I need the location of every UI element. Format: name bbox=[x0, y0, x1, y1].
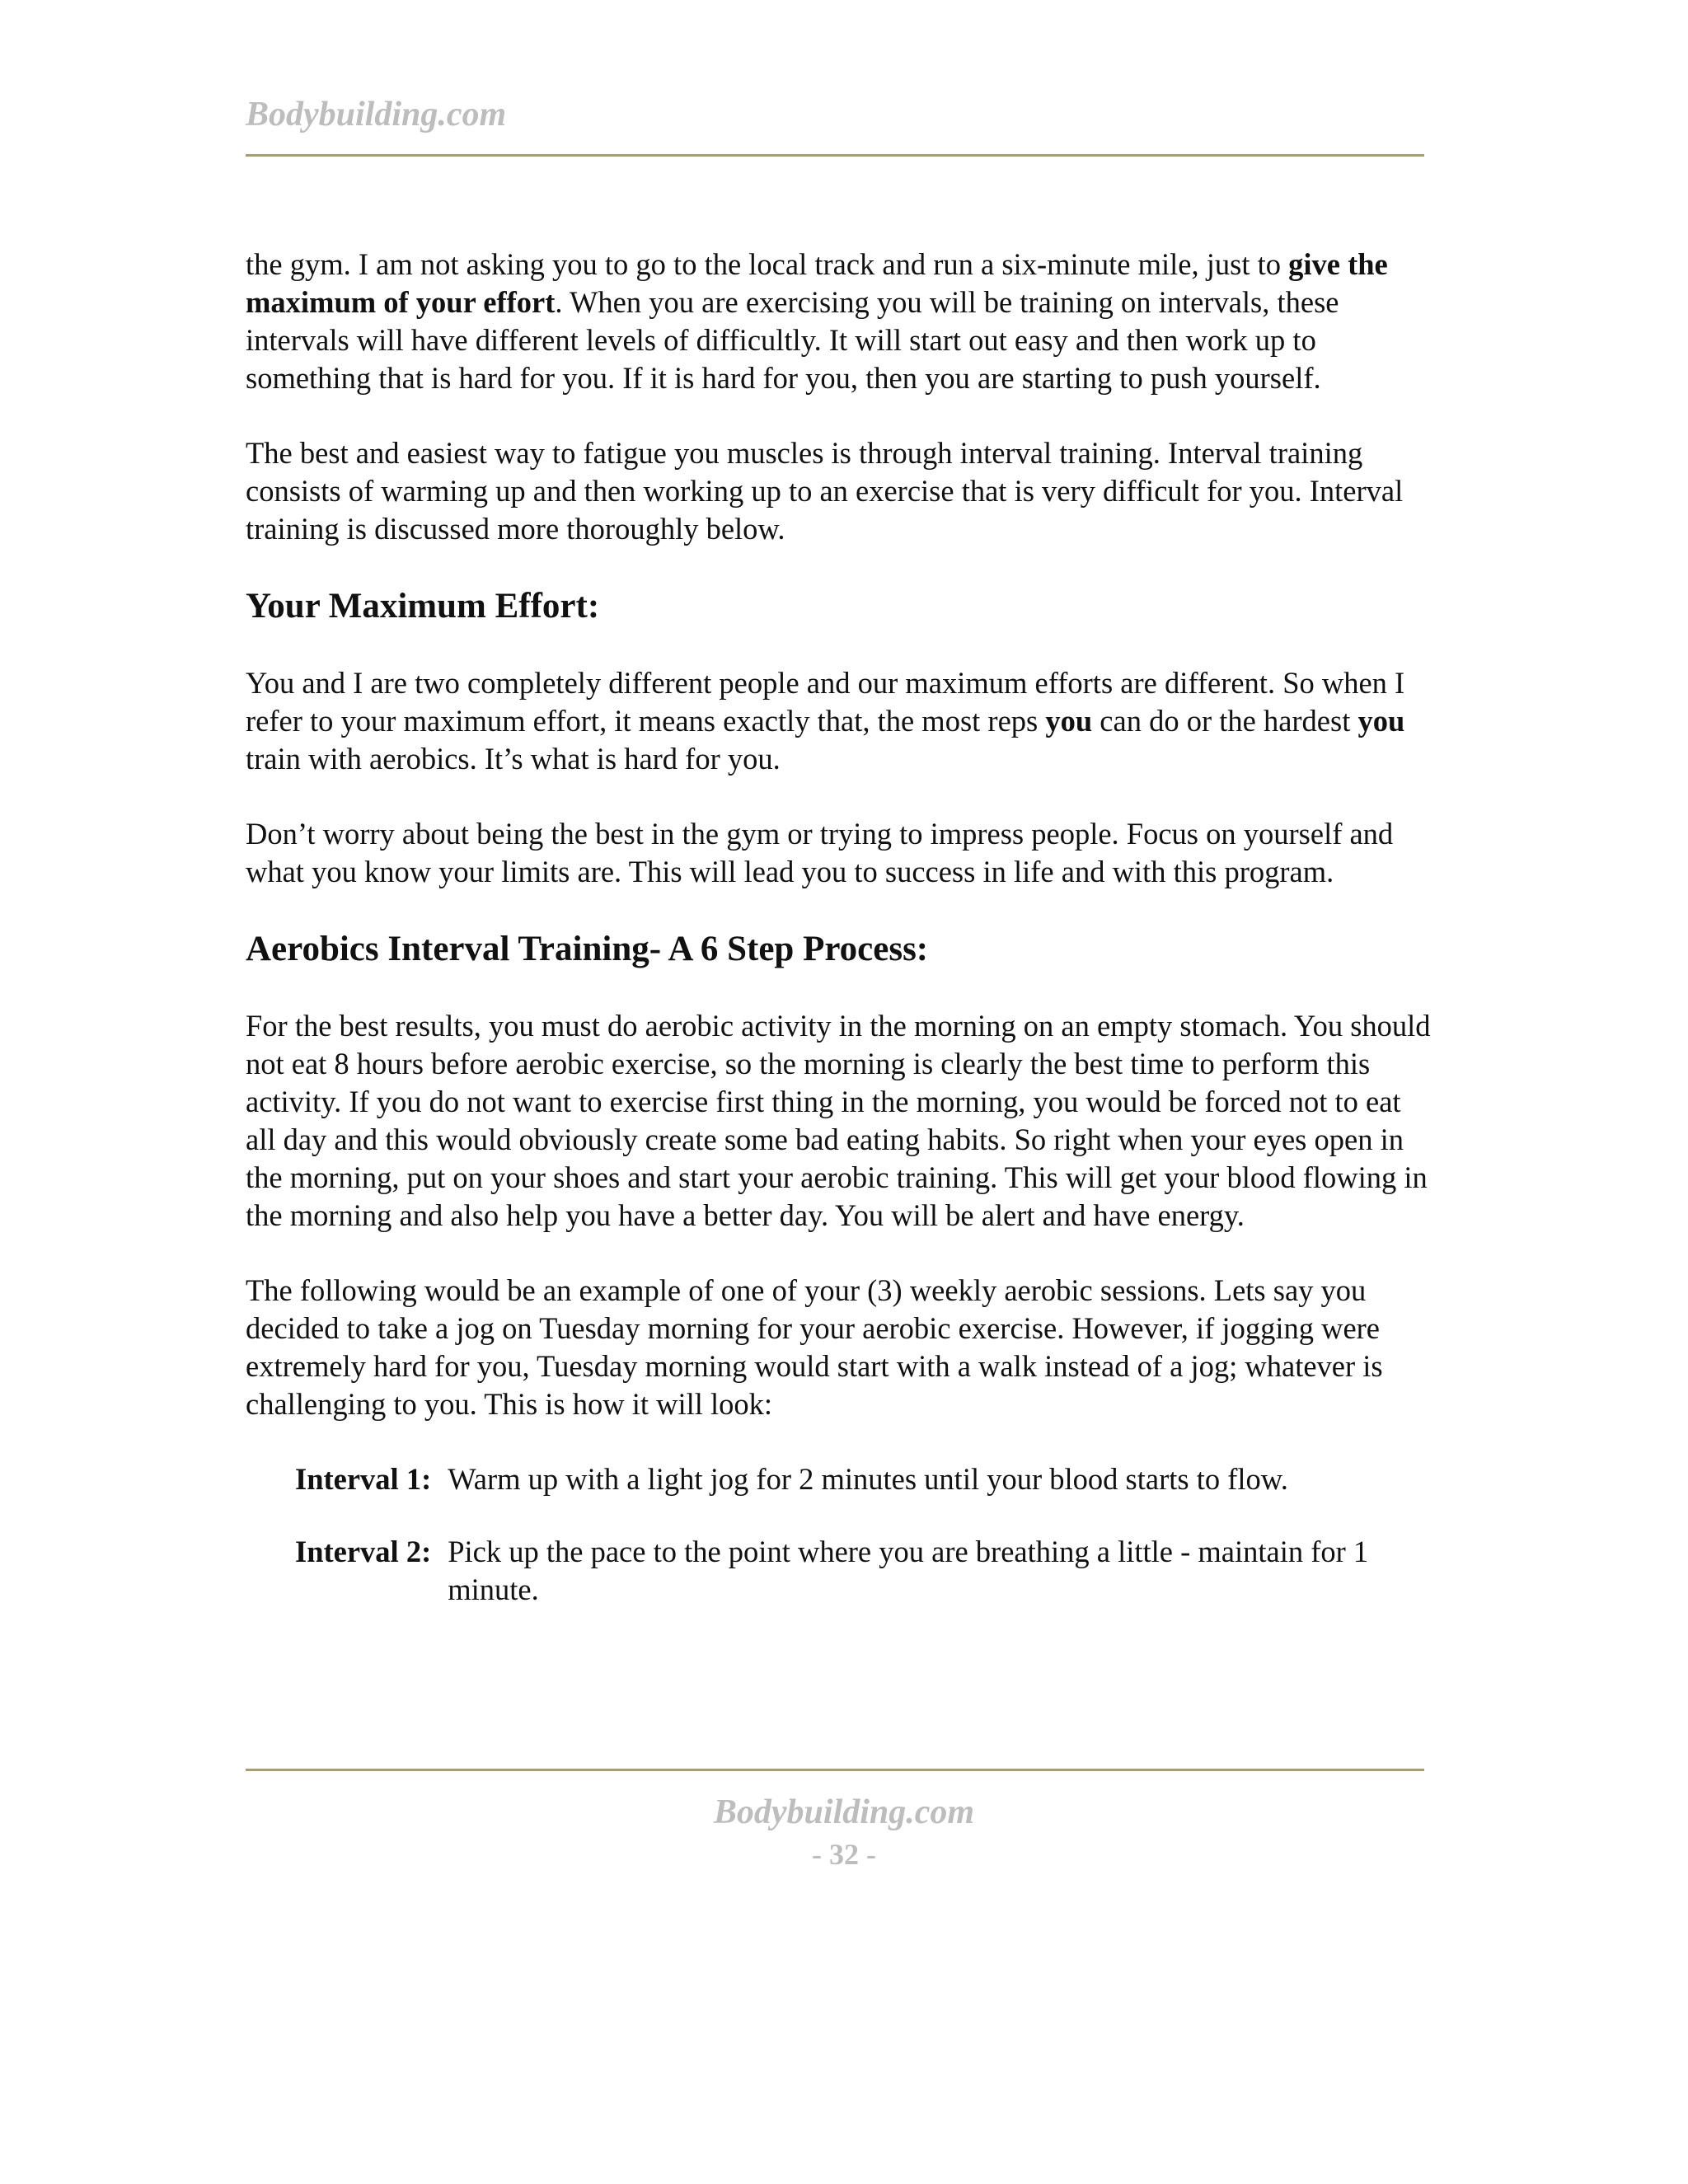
paragraph-3-bold-1: you bbox=[1045, 704, 1093, 738]
paragraph-1 bbox=[246, 246, 1432, 397]
interval-2-label: Interval 2: bbox=[295, 1535, 432, 1568]
paragraph-2: The best and easiest way to fatigue you muscles is through interval training. Interval training consists of warming up and then working up to an exercise that is very difficult for you. Interval training is discussed more thoroughly below. bbox=[246, 436, 1404, 546]
paragraph-1-bold: give the maximum of your effort bbox=[246, 247, 1388, 319]
interval-1-label: Interval 1: bbox=[295, 1462, 432, 1496]
paragraph-3-text-c: train with aerobics. It’s what is hard for you. bbox=[246, 742, 781, 776]
heading-maximum-effort: Your Maximum Effort: bbox=[246, 587, 600, 626]
paragraph-3-text-a: You and I are two completely different people and our maximum efforts are different. So when I refer to your maximum effort, it means exactly that, the most reps bbox=[246, 666, 1405, 738]
header-brand: Bodybuilding.com bbox=[246, 96, 507, 134]
paragraph-4: Don’t worry about being the best in the gym or trying to impress people. Focus on yourself and what you know your limits are. This will lead you to success in life and with this program. bbox=[246, 817, 1394, 888]
page-content bbox=[246, 246, 1432, 1643]
paragraph-6: The following would be an example of one of your (3) weekly aerobic sessions. Lets say you decided to take a jog on Tuesday morning for your aerobic exercise. However, if jogging were extremely hard for you, Tuesday morning would start with a walk instead of a jog; whatever is challenging to you. This is how it will look: bbox=[246, 1273, 1383, 1421]
interval-item-2 bbox=[295, 1533, 1432, 1609]
paragraph-3-text-b: can do or the hardest bbox=[1092, 704, 1358, 738]
interval-item-1 bbox=[295, 1460, 1432, 1498]
paragraph-3 bbox=[246, 664, 1432, 778]
page-number: - 32 - bbox=[812, 1838, 876, 1871]
interval-2-text: Pick up the pace to the point where you are breathing a little - maintain for 1 minute. bbox=[448, 1535, 1369, 1606]
paragraph-5: For the best results, you must do aerobic activity in the morning on an empty stomach. You should not eat 8 hours before aerobic exercise, so the morning is clearly the best time to perform this activity. If you do not want to exercise first thing in the morning, you would be forced not to eat all day and this would obviously create some bad eating habits. So right when your eyes open in the morning, put on your shoes and start your aerobic training. This will get your blood flowing in the morning and also help you have a better day. You will be alert and have energy. bbox=[246, 1009, 1431, 1232]
footer-brand: Bodybuilding.com bbox=[713, 1793, 975, 1831]
header-rule bbox=[246, 154, 1424, 157]
interval-1-text: Warm up with a light jog for 2 minutes until your blood starts to flow. bbox=[448, 1462, 1288, 1496]
paragraph-3-bold-2: you bbox=[1357, 704, 1405, 738]
paragraph-1-text-b: . When you are exercising you will be training on intervals, these intervals will have different levels of difficultly. It will start out easy and then work up to something that is hard for you. If it is hard for you, then you are starting to push yourself. bbox=[246, 285, 1339, 395]
footer-rule bbox=[246, 1769, 1424, 1771]
paragraph-1-text-a: the gym. I am not asking you to go to the local track and run a six-minute mile, just to bbox=[246, 247, 1289, 281]
heading-interval-training: Aerobics Interval Training- A 6 Step Process: bbox=[246, 930, 929, 968]
